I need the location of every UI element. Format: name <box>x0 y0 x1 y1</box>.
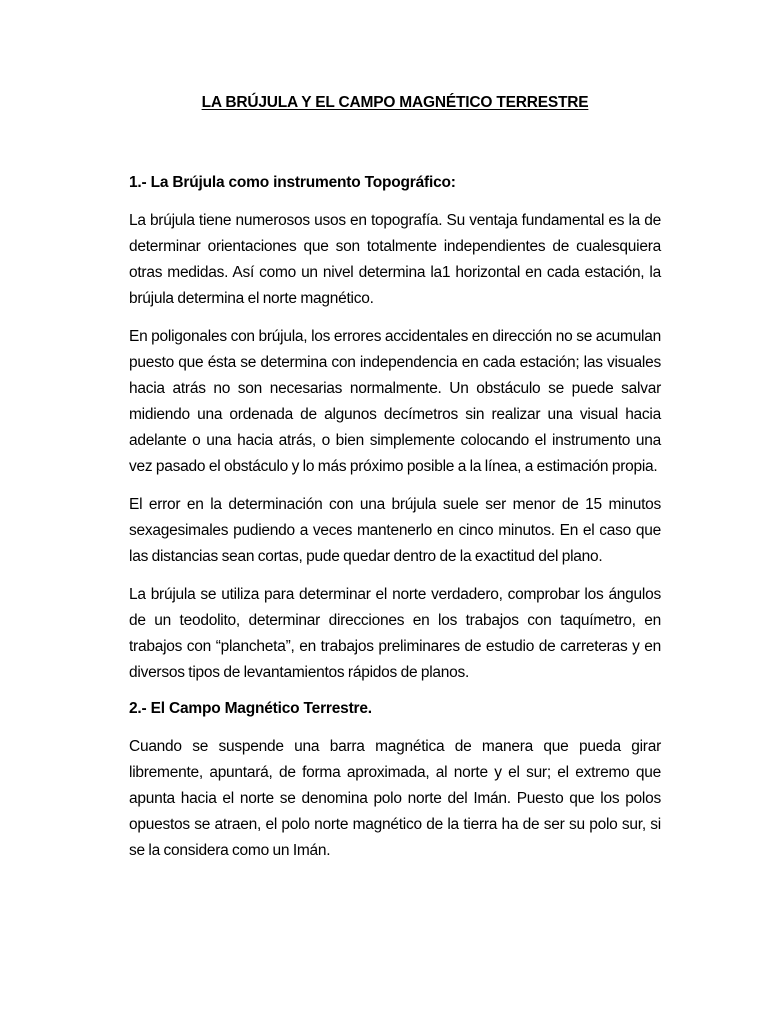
section-2-heading: 2.- El Campo Magnético Terrestre. <box>129 700 372 717</box>
section-2-paragraph-1: Cuando se suspende una barra magnética de manera que pueda girar libremente, apuntará, de forma aproximada, al norte y el sur; el extremo que apunta hacia el norte se denomina polo norte del Imán. Puesto que los polos opuestos se atraen, el polo norte magnético de la tierra ha de ser su polo sur, si se la considera como un Imán. <box>129 738 661 859</box>
section-1-paragraph-1: La brújula tiene numerosos usos en topografía. Su ventaja fundamental es la de determinar orientaciones que son totalmente independientes de cualesquiera otras medidas. Así como un nivel determina la1 horizontal en cada estación, la brújula determina el norte magnético. <box>129 212 661 307</box>
section-1-paragraph-3: El error en la determinación con una brújula suele ser menor de 15 minutos sexagesimales pudiendo a veces mantenerlo en cinco minutos. En el caso que las distancias sean cortas, pude quedar dentro de la exactitud del plano. <box>129 496 661 565</box>
section-1-paragraph-4: La brújula se utiliza para determinar el norte verdadero, comprobar los ángulos de un teodolito, determinar direcciones en los trabajos con taquímetro, en trabajos con “plancheta”, en trabajos preliminares de estudio de carreteras y en diversos tipos de levantamientos rápidos de planos. <box>129 586 661 681</box>
document-body <box>129 92 661 876</box>
document-title: LA BRÚJULA Y EL CAMPO MAGNÉTICO TERRESTRE <box>201 94 589 111</box>
section-1-heading: 1.- La Brújula como instrumento Topográfico: <box>129 174 456 191</box>
section-1-paragraph-2: En poligonales con brújula, los errores accidentales en dirección no se acumulan puesto que ésta se determina con independencia en cada estación; las visuales hacia atrás no son necesarias normalmente. Un obstáculo se puede salvar midiendo una ordenada de algunos decímetros sin realizar una visual hacia adelante o una hacia atrás, o bien simplemente colocando el instrumento una vez pasado el obstáculo y lo más próximo posible a la línea, a estimación propia. <box>129 328 661 475</box>
